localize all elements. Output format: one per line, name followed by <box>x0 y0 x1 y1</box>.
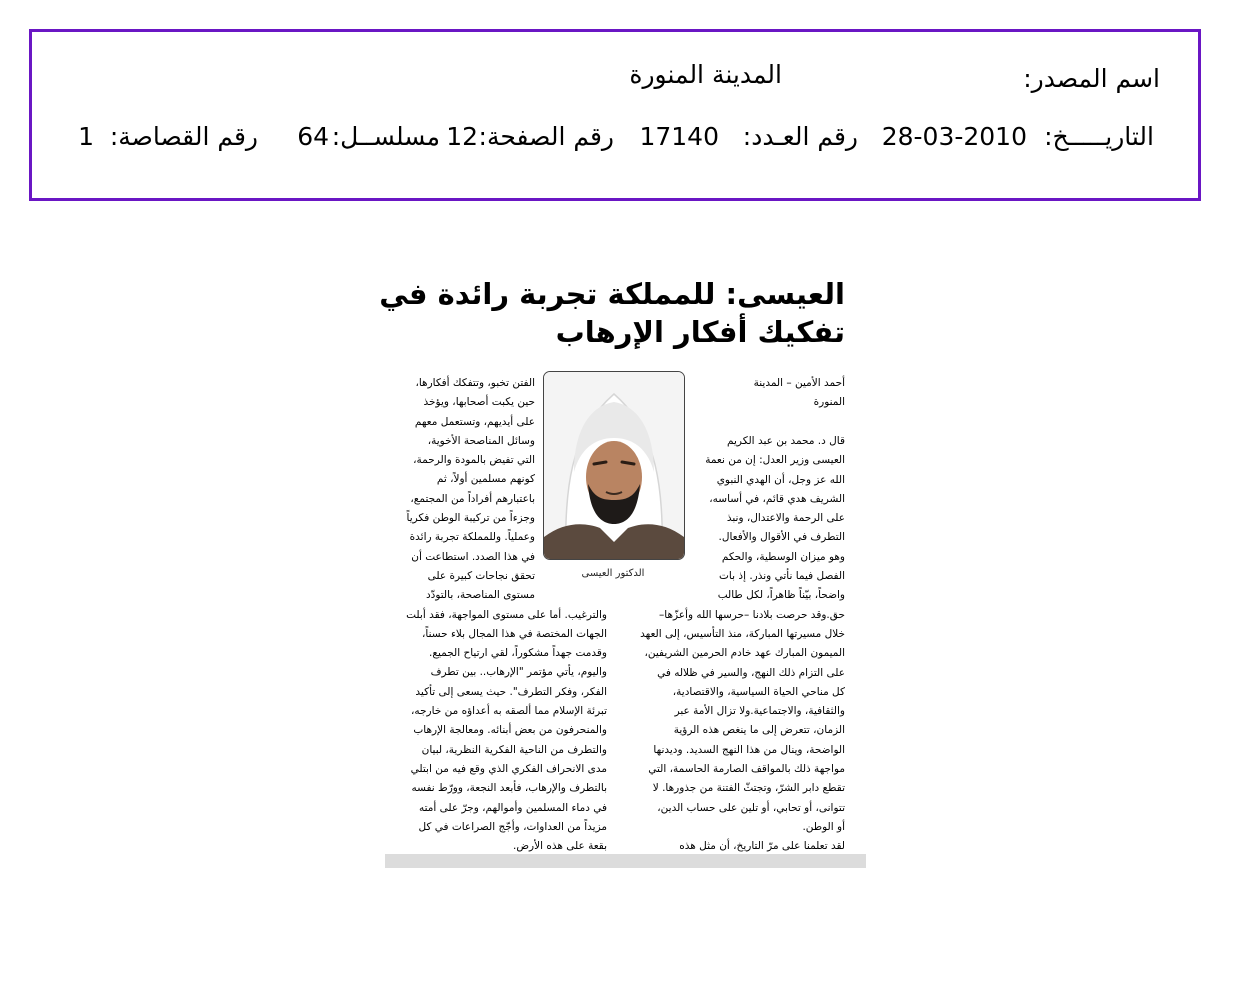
date-label: التاريـــــخ: <box>1044 122 1154 151</box>
source-label: اسم المصدر: <box>1023 64 1160 93</box>
date-value: 28-03-2010 <box>881 122 1027 151</box>
headline-line-1: العيسى: للمملكة تجربة رائدة في <box>379 277 845 311</box>
byline: أحمد الأمين – المدينة المنورة <box>753 377 845 409</box>
clip-number-label: رقم القصاصة: <box>109 122 258 151</box>
serial-label: مسلســل: <box>331 122 440 151</box>
clipping-metadata-box <box>29 29 1201 201</box>
headline-line-2: تفكيك أفكار الإرهاب <box>555 315 845 349</box>
article-column-right-wide: حق.وقد حرصت بلادنا –حرسها الله وأعزّها– خلال مسيرتها المباركة، منذ التأسيس، إلى العهد الميمون المبارك عهد خادم الحرمين الشريفين، على التزام ذلك النهج، والسير في ظلاله في كل مناحي الحياة السياسية، والاقتصادية، والثقافية، والاجتماعية.ولا تزال الأمة عبر الزمان، تتعرض إلى ما ينغص هذه الرؤية الواضحة، وينال من هذا النهج السديد. وديدنها مواجهة ذلك بالمواقف الصارمة الحاسمة، التي تقطع دابر الشرّ، وتجتثّ الفتنة من جذورها. لا تتوانى، أو تحابي، أو تلين على حساب الدين، أو الوطن. لقد تعلمنا على مرّ التاريخ، أن مثل هذه <box>640 608 845 853</box>
portrait-photo <box>543 371 685 560</box>
clip-number-value: 1 <box>78 122 94 151</box>
article-column-right: قال د. محمد بن عبد الكريم العيسى وزير العدل: إن من نعمة الله عز وجل، أن الهدي النبوي الشريف هدي قائم، في أساسه، على الرحمة والاعتدال، ونبذ التطرف في الأقوال والأفعال. وهو ميزان الوسطية، والحكم الفصل فيما نأتي ونذر. إذ بات واضحاً، بيّناً ظاهراً، لكل طالب <box>705 435 845 602</box>
article-column-left-wide: والترغيب. أما على مستوى المواجهة، فقد أبلت الجهات المختصة في هذا المجال بلاء حسناً، وقدمت جهداً مشكوراً، لقي ارتياح الجميع. واليوم، يأتي مؤتمر "الإرهاب.. بين تطرف الفكر، وفكر التطرف". حيث يسعى إلى تأكيد تبرئة الإسلام مما ألصقه به أعداؤه من خارجه، والمنحرفون من بعض أبنائه. ومعالجة الإرهاب والتطرف من الناحية الفكرية النظرية، لبيان مدى الانحراف الفكري الذي وقع فيه من ابتلي بالتطرف والإرهاب، فأبعد النجعة، وورّط نفسه في دماء المسلمين وأموالهم، وجرّ على أمته مزيداً من العداوات، وأجّج الصراعات في كل بقعة على هذه الأرض. <box>406 608 607 853</box>
issue-label: رقم العـدد: <box>742 122 858 151</box>
photo-caption: الدكتور العيسى <box>581 568 645 579</box>
source-value: المدينة المنورة <box>629 60 782 89</box>
portrait-icon <box>544 372 684 559</box>
issue-value: 17140 <box>639 122 719 151</box>
article-column-left: الفتن تخبو، وتتفكك أفكارها، حين يكبت أصحابها، ويؤخذ على أيديهم، وتستعمل معهم وسائل المناصحة الأخوية، التي تفيض بالمودة والرحمة، كونهم مسلمين أولاً، ثم باعتبارهم أفراداً من المجتمع، وجزءاً من تركيبة الوطن فكرياً وعملياً. وللمملكة تجربة رائدة في هذا الصدد. استطاعت أن تحقق نجاحات كبيرة على مستوى المناصحة، بالتودّد <box>406 377 535 602</box>
page-label: رقم الصفحة: <box>478 122 614 151</box>
serial-value: 64 <box>297 122 329 151</box>
page-value: 12 <box>446 122 478 151</box>
